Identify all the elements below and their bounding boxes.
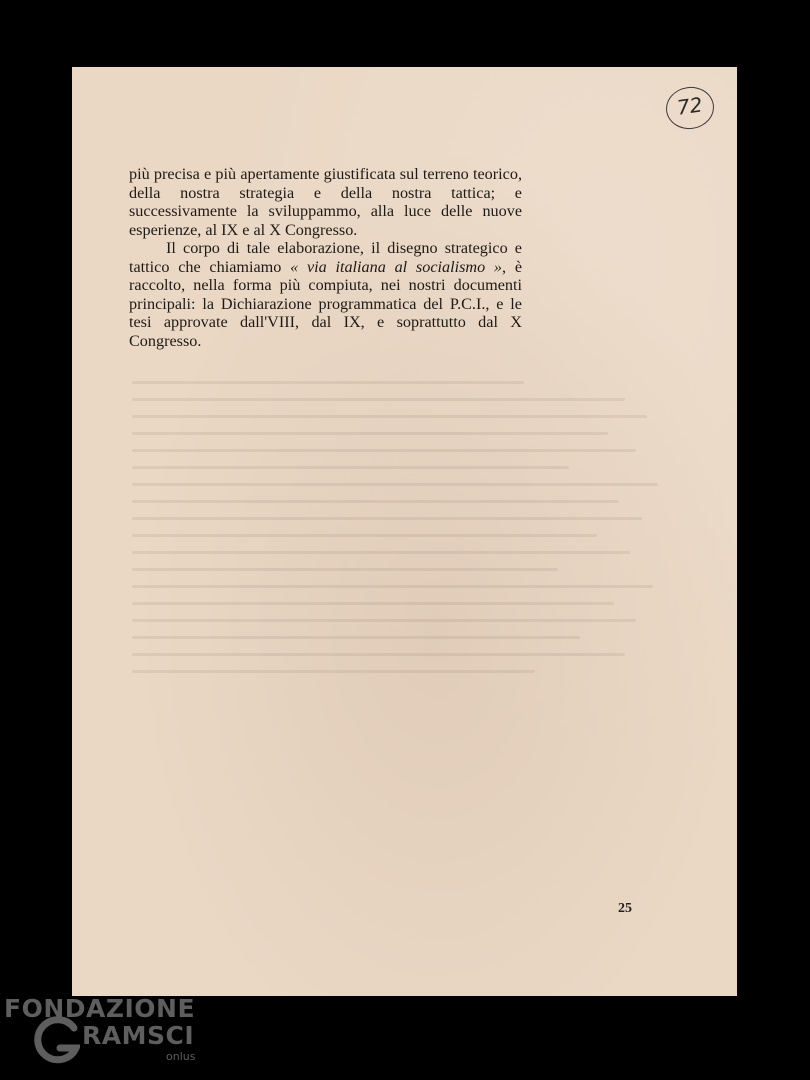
document-page xyxy=(72,67,737,996)
bleed-through-text xyxy=(132,367,692,847)
paragraph-2-end: , è raccolto, nella forma più compiuta, nei nostri documenti principali: la Dichiarazione programmatica del P.C.I., e le tesi approvate dall'VIII, dal IX, e soprattutto dal X Congresso. xyxy=(129,257,522,350)
handwritten-page-number xyxy=(663,84,716,132)
fondazione-gramsci-logo xyxy=(4,994,204,1074)
logo-g-icon xyxy=(34,1016,80,1066)
paragraph-1: più precisa e più apertamente giustificata sul terreno teorico, della nostra strategia e della nostra tattica; e successivamente la sviluppammo, alla luce delle nuove esperienze, al IX e al X Congresso. xyxy=(129,165,522,239)
paragraph-2 xyxy=(129,239,522,350)
logo-suffix: onlus xyxy=(166,1050,196,1063)
paragraph-2-start: Il corpo di tale elaborazione, il disegno strategico e tattico che chiamiamo xyxy=(129,239,522,276)
paragraph-2-italic: « via italiana al socialismo » xyxy=(290,257,503,276)
handwritten-page-number-text: 72 xyxy=(675,92,704,120)
printed-page-number: 25 xyxy=(618,901,632,916)
logo-line-2: RAMSCI xyxy=(82,1021,195,1050)
logo-line-1: FONDAZIONE xyxy=(4,994,196,1023)
body-text xyxy=(129,165,522,350)
